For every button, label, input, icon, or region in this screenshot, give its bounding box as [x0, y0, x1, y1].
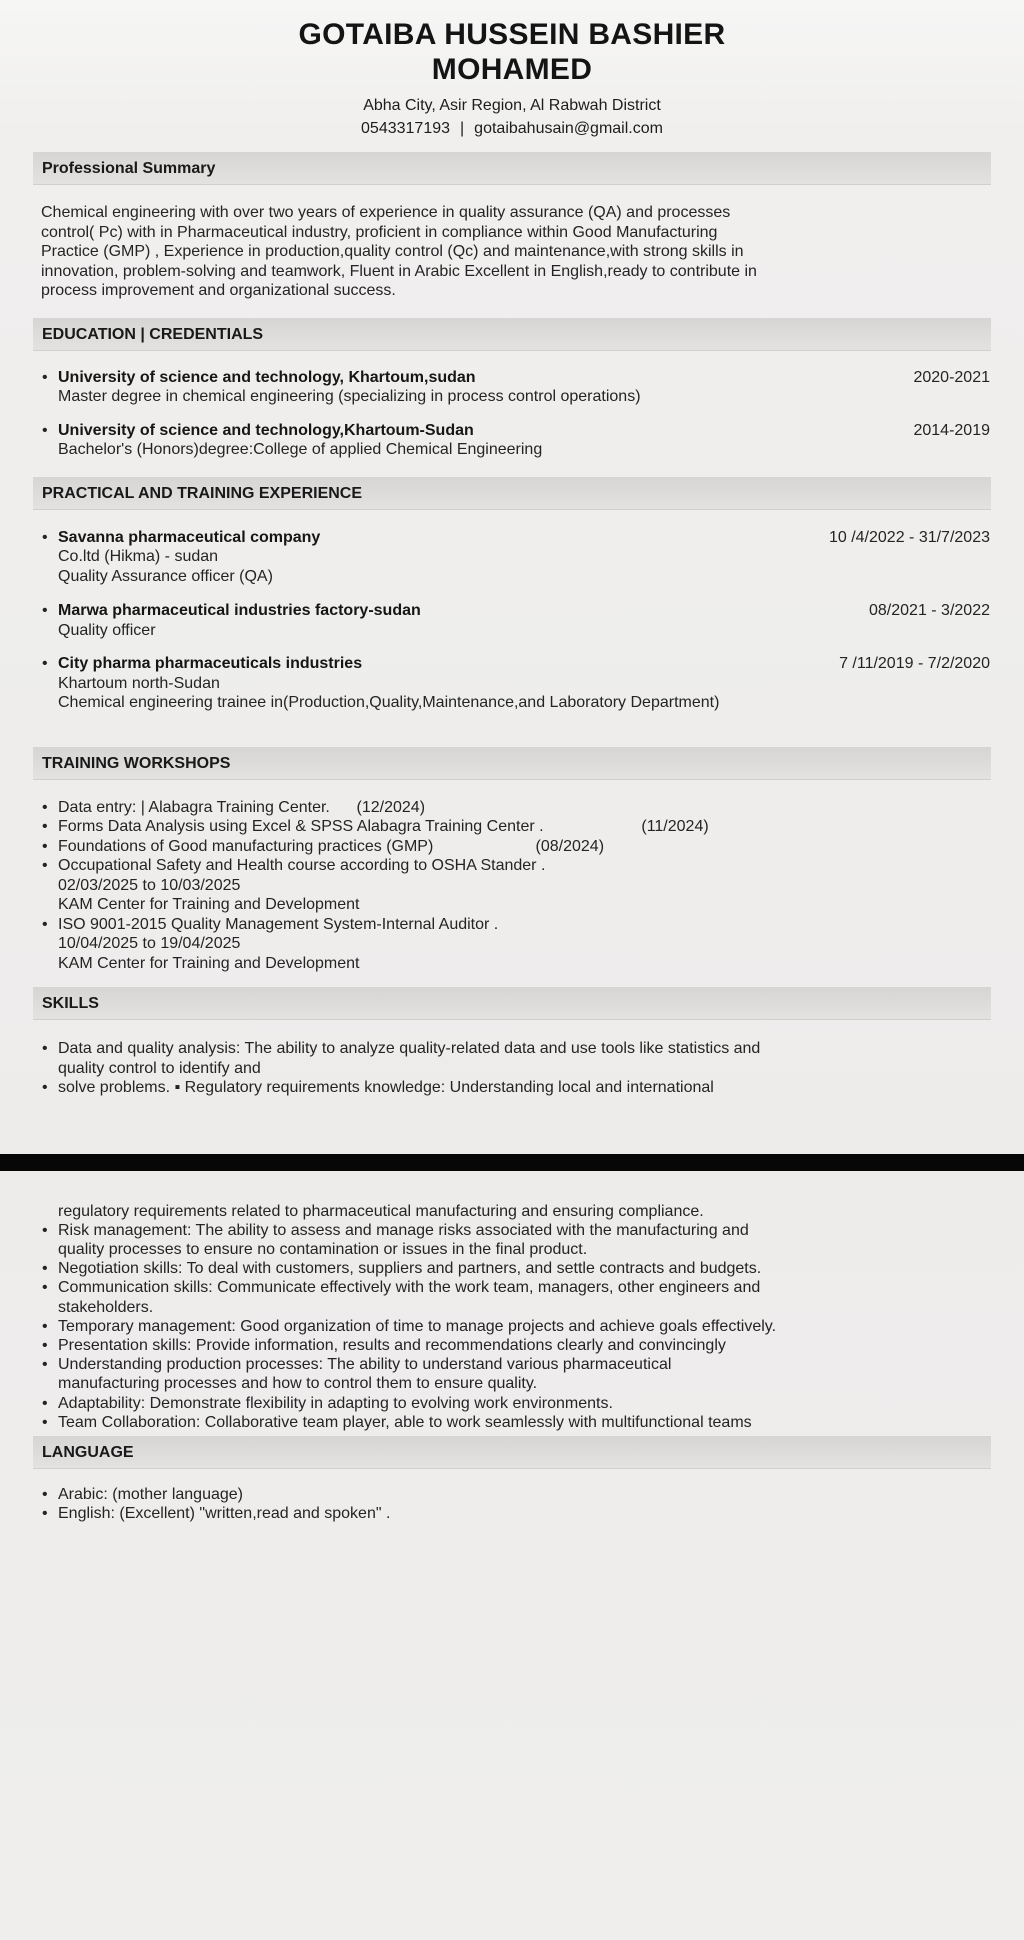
language-item — [41, 1485, 990, 1505]
entry-head — [58, 528, 990, 548]
education-item — [41, 421, 990, 460]
email-address: gotaibahusain@gmail.com — [474, 120, 663, 137]
education-list — [41, 368, 990, 460]
entry-head — [58, 421, 990, 441]
workshop-item — [41, 856, 990, 915]
skills-list — [41, 1039, 990, 1098]
skill-line: • Communication skills: Communicate effectively with the work team, managers, other engineers and — [58, 1279, 761, 1297]
entry-title: • Savanna pharmaceutical company — [58, 528, 321, 546]
workshop-line: 02/03/2025 to 10/03/2025 — [58, 876, 241, 894]
section-header-education: EDUCATION | CREDENTIALS — [33, 318, 991, 351]
workshop-item — [41, 817, 990, 837]
skill-item — [41, 1336, 990, 1355]
section-header-summary: Professional Summary — [33, 152, 991, 185]
skill-line: • Temporary management: Good organization of time to manage projects and achieve goals effectively. — [58, 1317, 777, 1335]
language-list — [41, 1485, 990, 1524]
workshop-item — [41, 837, 990, 857]
skill-item — [41, 1278, 990, 1316]
entry-detail: Chemical engineering trainee in(Production,Quality,Maintenance,and Laboratory Department) — [58, 694, 720, 711]
entry-detail: Quality Assurance officer (QA) — [58, 567, 273, 585]
skill-line: quality processes to ensure no contamination or issues in the final product. — [58, 1240, 588, 1258]
skill-line: • Risk management: The ability to assess and manage risks associated with the manufacturing and — [58, 1221, 749, 1239]
resume-header — [0, 0, 1024, 138]
contact-line — [0, 119, 1024, 138]
entry-date: 2014-2019 — [913, 421, 990, 439]
skill-item — [41, 1394, 990, 1413]
skill-item — [41, 1039, 990, 1078]
entry-date: 7 /11/2019 - 7/2/2020 — [839, 655, 990, 672]
phone-number: 0543317193 — [361, 120, 451, 137]
workshop-line: 10/04/2025 to 19/04/2025 — [58, 935, 241, 952]
entry-detail: Co.ltd (Hikma) - sudan — [58, 548, 219, 565]
skill-item — [41, 1355, 990, 1393]
entry-detail: Quality officer — [58, 621, 156, 639]
entry-head — [58, 368, 990, 388]
address-line: Abha City, Asir Region, Al Rabwah District — [363, 97, 661, 114]
skill-continuation-text: regulatory requirements related to pharmaceutical manufacturing and ensuring compliance. — [58, 1202, 704, 1220]
entry-date: 10 /4/2022 - 31/7/2023 — [828, 528, 990, 546]
entry-detail: Bachelor's (Honors)degree:College of applied Chemical Engineering — [58, 441, 543, 458]
entry-title: • City pharma pharmaceuticals industries — [58, 655, 363, 672]
page-break-bar — [0, 1154, 1024, 1171]
workshop-line: • Foundations of Good manufacturing practices (GMP) (08/2024) — [58, 837, 605, 855]
section-header-skills: SKILLS — [33, 987, 991, 1020]
workshop-line: • Occupational Safety and Health course according to OSHA Stander . — [58, 857, 546, 874]
language-line: • Arabic: (mother language) — [58, 1485, 243, 1503]
section-header-language: LANGUAGE — [33, 1436, 991, 1469]
skill-item — [41, 1259, 990, 1278]
summary-line: control( Pc) with in Pharmaceutical industry, proficient in compliance within Good Manufacturing — [41, 223, 718, 241]
skill-item — [41, 1221, 990, 1259]
summary-text — [41, 203, 990, 301]
workshops-list — [41, 798, 990, 974]
workshop-line: KAM Center for Training and Development — [58, 954, 360, 972]
skill-line: • Understanding production processes: The ability to understand various pharmaceutical — [58, 1356, 672, 1374]
entry-detail: Master degree in chemical engineering (specializing in process control operations) — [58, 388, 641, 405]
entry-date: 2020-2021 — [913, 368, 990, 386]
candidate-name — [0, 17, 1024, 87]
summary-line: Chemical engineering with over two years of experience in quality assurance (QA) and processes — [41, 204, 731, 221]
workshop-item — [41, 798, 990, 818]
skill-line: manufacturing processes and how to control them to ensure quality. — [58, 1375, 538, 1393]
workshop-item — [41, 915, 990, 974]
education-item — [41, 368, 990, 407]
workshop-line: • Data entry: | Alabagra Training Center. (12/2024) — [58, 798, 426, 816]
skill-item — [41, 1078, 990, 1098]
language-line: • English: (Excellent) "written,read and spoken" . — [58, 1505, 391, 1523]
candidate-name-line1: GOTAIBA HUSSEIN BASHIER — [298, 18, 726, 51]
skill-line: • Adaptability: Demonstrate flexibility in adapting to evolving work environments. — [58, 1394, 613, 1412]
experience-item — [41, 601, 990, 640]
entry-title: • Marwa pharmaceutical industries factory-sudan — [58, 602, 421, 619]
skill-line: stakeholders. — [58, 1298, 154, 1316]
skills-continuation — [41, 1202, 990, 1432]
workshop-line: • Forms Data Analysis using Excel & SPSS Alabagra Training Center . (11/2024) — [58, 818, 709, 835]
experience-list — [41, 528, 990, 713]
summary-line: innovation, problem-solving and teamwork, Fluent in Arabic Excellent in English,ready to contribute in — [41, 262, 757, 280]
entry-title: • University of science and technology, Khartoum,sudan — [58, 368, 476, 386]
workshop-line: KAM Center for Training and Development — [58, 896, 360, 913]
entry-head — [58, 654, 990, 674]
entry-head — [58, 601, 990, 621]
experience-item — [41, 654, 990, 713]
summary-line: Practice (GMP) , Experience in production,quality control (Qc) and maintenance,with strong skills in — [41, 243, 744, 260]
skill-line: • Team Collaboration: Collaborative team player, able to work seamlessly with multifunctional teams — [58, 1413, 752, 1431]
skill-line: • Negotiation skills: To deal with customers, suppliers and partners, and settle contracts and budgets. — [58, 1260, 762, 1278]
section-header-workshops: TRAINING WORKSHOPS — [33, 747, 991, 780]
skill-line: • solve problems. ▪ Regulatory requirements knowledge: Understanding local and international — [58, 1079, 714, 1096]
skill-item — [41, 1413, 990, 1432]
skill-line: • Presentation skills: Provide information, results and recommendations clearly and convincingly — [58, 1336, 726, 1354]
language-item — [41, 1504, 990, 1524]
skill-line: • Data and quality analysis: The ability to analyze quality-related data and use tools like statistics and — [58, 1040, 761, 1057]
summary-line: process improvement and organizational success. — [41, 282, 396, 299]
entry-title: • University of science and technology,Khartoum-Sudan — [58, 421, 474, 439]
skill-item — [41, 1317, 990, 1336]
workshop-line: • ISO 9001-2015 Quality Management System-Internal Auditor . — [58, 915, 499, 933]
skill-line: quality control to identify and — [58, 1059, 261, 1077]
entry-detail: Khartoum north-Sudan — [58, 674, 220, 692]
candidate-name-line2: MOHAMED — [431, 53, 593, 86]
experience-item — [41, 528, 990, 587]
section-header-experience: PRACTICAL AND TRAINING EXPERIENCE — [33, 477, 991, 510]
entry-date: 08/2021 - 3/2022 — [869, 602, 990, 619]
contact-separator: | — [460, 120, 465, 137]
